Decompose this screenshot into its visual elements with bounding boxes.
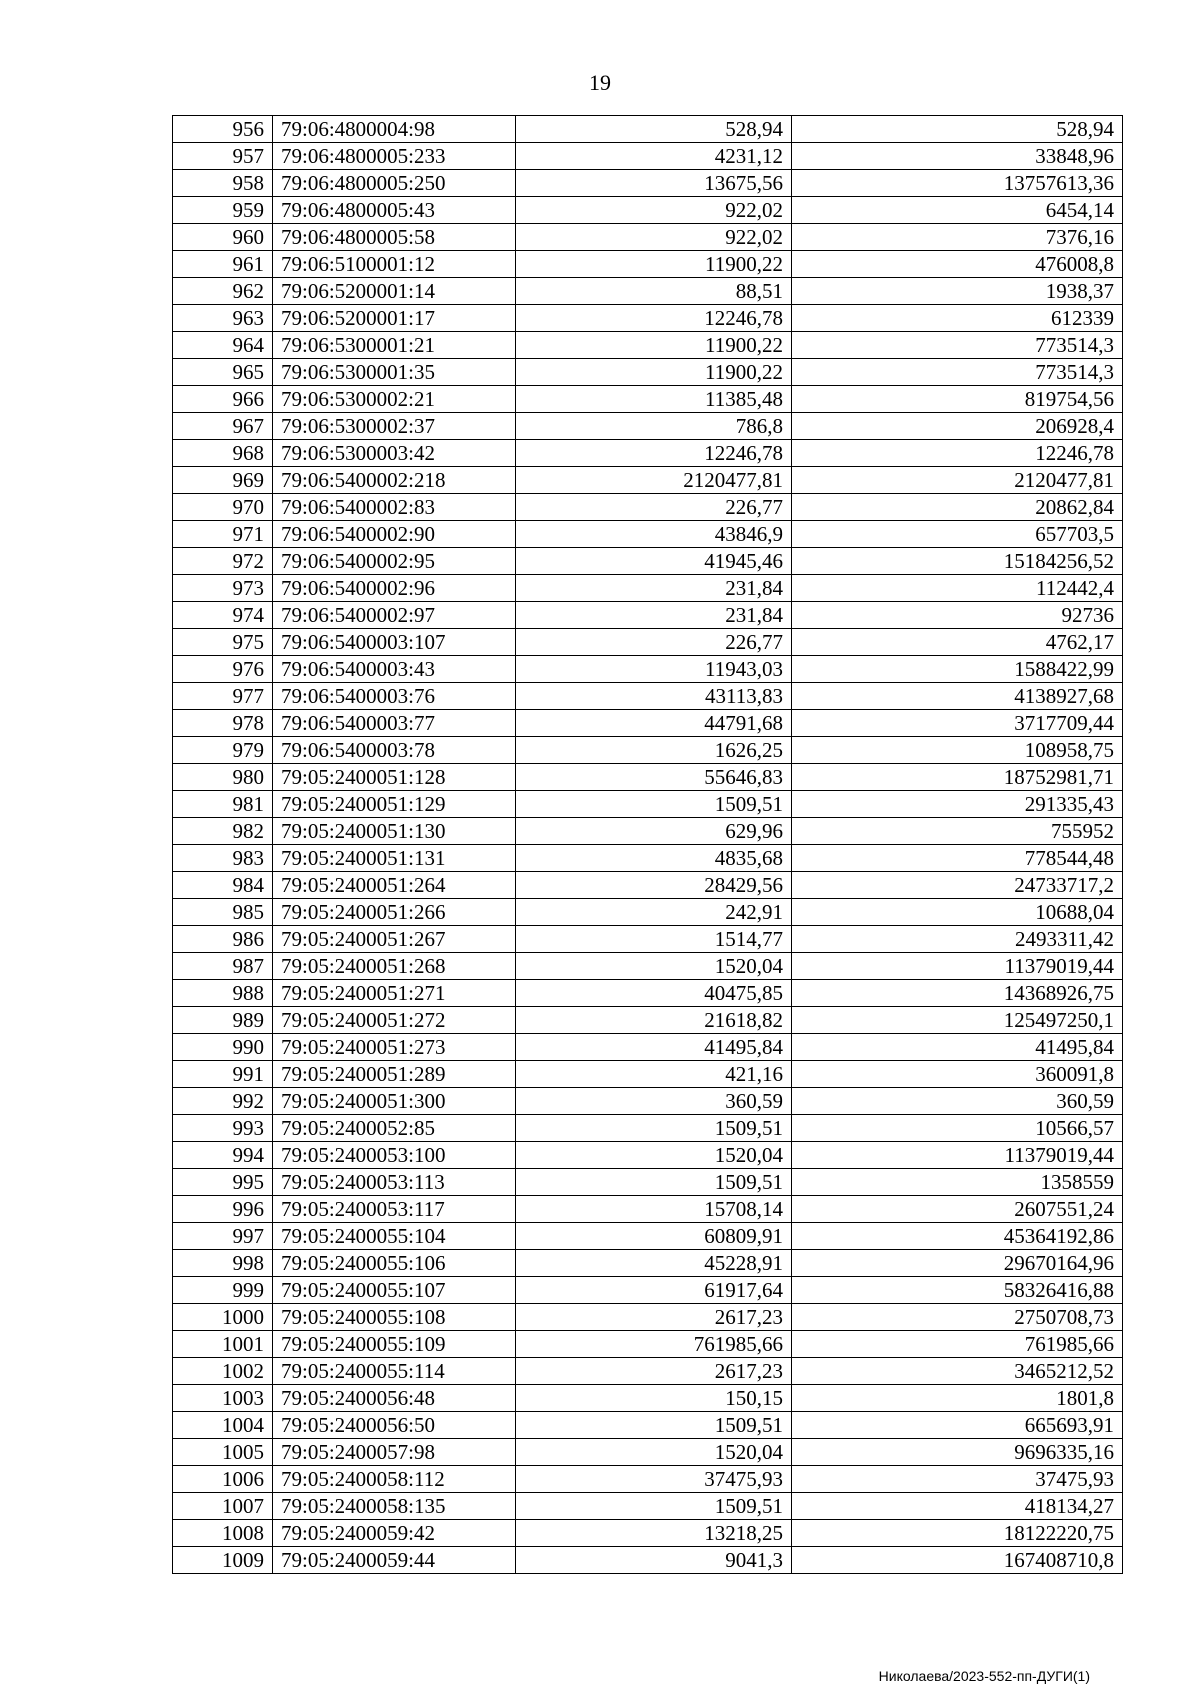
row-number-cell: 980	[173, 764, 273, 791]
table-row	[173, 629, 1123, 656]
value-cell: 9041,3	[516, 1547, 792, 1574]
total-value-cell: 37475,93	[792, 1466, 1123, 1493]
value-cell: 2617,23	[516, 1304, 792, 1331]
value-cell: 43846,9	[516, 521, 792, 548]
row-number-cell: 958	[173, 170, 273, 197]
cadastral-number-cell: 79:05:2400055:109	[273, 1331, 516, 1358]
value-cell: 13218,25	[516, 1520, 792, 1547]
table-row	[173, 1304, 1123, 1331]
total-value-cell: 4762,17	[792, 629, 1123, 656]
table-row	[173, 359, 1123, 386]
cadastral-number-cell: 79:05:2400051:272	[273, 1007, 516, 1034]
value-cell: 88,51	[516, 278, 792, 305]
table-row	[173, 467, 1123, 494]
table-row	[173, 602, 1123, 629]
row-number-cell: 993	[173, 1115, 273, 1142]
total-value-cell: 6454,14	[792, 197, 1123, 224]
total-value-cell: 15184256,52	[792, 548, 1123, 575]
table-row	[173, 1169, 1123, 1196]
cadastral-number-cell: 79:06:5200001:14	[273, 278, 516, 305]
total-value-cell: 112442,4	[792, 575, 1123, 602]
row-number-cell: 970	[173, 494, 273, 521]
row-number-cell: 990	[173, 1034, 273, 1061]
row-number-cell: 957	[173, 143, 273, 170]
cadastral-number-cell: 79:05:2400059:44	[273, 1547, 516, 1574]
value-cell: 786,8	[516, 413, 792, 440]
cadastral-number-cell: 79:06:5300003:42	[273, 440, 516, 467]
cadastral-number-cell: 79:06:5400003:77	[273, 710, 516, 737]
data-table	[172, 115, 1123, 1574]
cadastral-number-cell: 79:06:4800004:98	[273, 116, 516, 143]
total-value-cell: 291335,43	[792, 791, 1123, 818]
cadastral-number-cell: 79:06:4800005:43	[273, 197, 516, 224]
footer-document-id: Николаева/2023-552-пп-ДУГИ(1)	[878, 1668, 1090, 1684]
table-row	[173, 548, 1123, 575]
total-value-cell: 7376,16	[792, 224, 1123, 251]
total-value-cell: 418134,27	[792, 1493, 1123, 1520]
total-value-cell: 2750708,73	[792, 1304, 1123, 1331]
table-row	[173, 926, 1123, 953]
total-value-cell: 33848,96	[792, 143, 1123, 170]
value-cell: 150,15	[516, 1385, 792, 1412]
cadastral-number-cell: 79:05:2400055:106	[273, 1250, 516, 1277]
total-value-cell: 24733717,2	[792, 872, 1123, 899]
value-cell: 1520,04	[516, 1142, 792, 1169]
cadastral-number-cell: 79:05:2400051:131	[273, 845, 516, 872]
total-value-cell: 2607551,24	[792, 1196, 1123, 1223]
row-number-cell: 964	[173, 332, 273, 359]
row-number-cell: 987	[173, 953, 273, 980]
total-value-cell: 665693,91	[792, 1412, 1123, 1439]
value-cell: 4835,68	[516, 845, 792, 872]
row-number-cell: 1008	[173, 1520, 273, 1547]
total-value-cell: 12246,78	[792, 440, 1123, 467]
table-row	[173, 305, 1123, 332]
value-cell: 528,94	[516, 116, 792, 143]
value-cell: 4231,12	[516, 143, 792, 170]
table-row	[173, 1196, 1123, 1223]
row-number-cell: 972	[173, 548, 273, 575]
table-row	[173, 953, 1123, 980]
table-row	[173, 1034, 1123, 1061]
table-row	[173, 197, 1123, 224]
value-cell: 11385,48	[516, 386, 792, 413]
cadastral-number-cell: 79:05:2400055:107	[273, 1277, 516, 1304]
row-number-cell: 1003	[173, 1385, 273, 1412]
cadastral-number-cell: 79:05:2400051:128	[273, 764, 516, 791]
total-value-cell: 1358559	[792, 1169, 1123, 1196]
cadastral-number-cell: 79:06:4800005:58	[273, 224, 516, 251]
row-number-cell: 968	[173, 440, 273, 467]
total-value-cell: 2120477,81	[792, 467, 1123, 494]
row-number-cell: 991	[173, 1061, 273, 1088]
value-cell: 2617,23	[516, 1358, 792, 1385]
page-number: 19	[589, 70, 611, 95]
cadastral-number-cell: 79:05:2400059:42	[273, 1520, 516, 1547]
row-number-cell: 963	[173, 305, 273, 332]
value-cell: 1509,51	[516, 1169, 792, 1196]
table-row	[173, 1277, 1123, 1304]
cadastral-number-cell: 79:05:2400053:113	[273, 1169, 516, 1196]
total-value-cell: 18122220,75	[792, 1520, 1123, 1547]
cadastral-number-cell: 79:06:5400003:43	[273, 656, 516, 683]
value-cell: 43113,83	[516, 683, 792, 710]
total-value-cell: 4138927,68	[792, 683, 1123, 710]
cadastral-number-cell: 79:05:2400051:271	[273, 980, 516, 1007]
total-value-cell: 14368926,75	[792, 980, 1123, 1007]
table-row	[173, 278, 1123, 305]
row-number-cell: 967	[173, 413, 273, 440]
total-value-cell: 528,94	[792, 116, 1123, 143]
total-value-cell: 41495,84	[792, 1034, 1123, 1061]
table-row	[173, 764, 1123, 791]
row-number-cell: 978	[173, 710, 273, 737]
row-number-cell: 995	[173, 1169, 273, 1196]
row-number-cell: 965	[173, 359, 273, 386]
row-number-cell: 974	[173, 602, 273, 629]
table-row	[173, 1439, 1123, 1466]
row-number-cell: 999	[173, 1277, 273, 1304]
value-cell: 40475,85	[516, 980, 792, 1007]
cadastral-number-cell: 79:05:2400055:104	[273, 1223, 516, 1250]
value-cell: 55646,83	[516, 764, 792, 791]
cadastral-number-cell: 79:06:5400002:83	[273, 494, 516, 521]
value-cell: 61917,64	[516, 1277, 792, 1304]
table-row	[173, 413, 1123, 440]
table-row	[173, 251, 1123, 278]
row-number-cell: 986	[173, 926, 273, 953]
row-number-cell: 996	[173, 1196, 273, 1223]
cadastral-number-cell: 79:05:2400051:300	[273, 1088, 516, 1115]
table-row	[173, 710, 1123, 737]
table-row	[173, 1142, 1123, 1169]
table-row	[173, 440, 1123, 467]
value-cell: 11900,22	[516, 251, 792, 278]
total-value-cell: 1938,37	[792, 278, 1123, 305]
cadastral-number-cell: 79:05:2400056:48	[273, 1385, 516, 1412]
total-value-cell: 612339	[792, 305, 1123, 332]
value-cell: 44791,68	[516, 710, 792, 737]
value-cell: 922,02	[516, 197, 792, 224]
table-row	[173, 1520, 1123, 1547]
total-value-cell: 10566,57	[792, 1115, 1123, 1142]
value-cell: 421,16	[516, 1061, 792, 1088]
value-cell: 11943,03	[516, 656, 792, 683]
value-cell: 1626,25	[516, 737, 792, 764]
cadastral-number-cell: 79:06:5300001:35	[273, 359, 516, 386]
total-value-cell: 657703,5	[792, 521, 1123, 548]
cadastral-number-cell: 79:06:5400002:95	[273, 548, 516, 575]
cadastral-number-cell: 79:06:5200001:17	[273, 305, 516, 332]
value-cell: 1509,51	[516, 1412, 792, 1439]
row-number-cell: 992	[173, 1088, 273, 1115]
table-row	[173, 1223, 1123, 1250]
total-value-cell: 18752981,71	[792, 764, 1123, 791]
row-number-cell: 1007	[173, 1493, 273, 1520]
value-cell: 1514,77	[516, 926, 792, 953]
table-row	[173, 386, 1123, 413]
table-row	[173, 791, 1123, 818]
row-number-cell: 976	[173, 656, 273, 683]
row-number-cell: 997	[173, 1223, 273, 1250]
total-value-cell: 108958,75	[792, 737, 1123, 764]
value-cell: 1509,51	[516, 791, 792, 818]
cadastral-number-cell: 79:06:5300002:21	[273, 386, 516, 413]
cadastral-number-cell: 79:05:2400051:267	[273, 926, 516, 953]
table-body	[173, 116, 1123, 1574]
row-number-cell: 977	[173, 683, 273, 710]
row-number-cell: 1002	[173, 1358, 273, 1385]
value-cell: 41945,46	[516, 548, 792, 575]
row-number-cell: 1009	[173, 1547, 273, 1574]
cadastral-number-cell: 79:06:5400003:107	[273, 629, 516, 656]
cadastral-number-cell: 79:05:2400058:112	[273, 1466, 516, 1493]
row-number-cell: 1005	[173, 1439, 273, 1466]
row-number-cell: 1001	[173, 1331, 273, 1358]
total-value-cell: 11379019,44	[792, 1142, 1123, 1169]
row-number-cell: 966	[173, 386, 273, 413]
value-cell: 21618,82	[516, 1007, 792, 1034]
total-value-cell: 20862,84	[792, 494, 1123, 521]
total-value-cell: 819754,56	[792, 386, 1123, 413]
table-row	[173, 1547, 1123, 1574]
row-number-cell: 1000	[173, 1304, 273, 1331]
total-value-cell: 755952	[792, 818, 1123, 845]
cadastral-number-cell: 79:05:2400053:100	[273, 1142, 516, 1169]
value-cell: 226,77	[516, 629, 792, 656]
table-row	[173, 1115, 1123, 1142]
cadastral-number-cell: 79:05:2400051:264	[273, 872, 516, 899]
total-value-cell: 1801,8	[792, 1385, 1123, 1412]
total-value-cell: 3465212,52	[792, 1358, 1123, 1385]
row-number-cell: 962	[173, 278, 273, 305]
row-number-cell: 983	[173, 845, 273, 872]
cadastral-number-cell: 79:06:5300001:21	[273, 332, 516, 359]
cadastral-number-cell: 79:05:2400058:135	[273, 1493, 516, 1520]
table-row	[173, 575, 1123, 602]
cadastral-number-cell: 79:06:4800005:250	[273, 170, 516, 197]
table-row	[173, 899, 1123, 926]
cadastral-number-cell: 79:05:2400053:117	[273, 1196, 516, 1223]
cadastral-number-cell: 79:06:5100001:12	[273, 251, 516, 278]
table-row	[173, 683, 1123, 710]
table-row	[173, 1007, 1123, 1034]
value-cell: 45228,91	[516, 1250, 792, 1277]
table-row	[173, 656, 1123, 683]
table-row	[173, 1331, 1123, 1358]
total-value-cell: 761985,66	[792, 1331, 1123, 1358]
total-value-cell: 13757613,36	[792, 170, 1123, 197]
value-cell: 12246,78	[516, 440, 792, 467]
value-cell: 15708,14	[516, 1196, 792, 1223]
row-number-cell: 981	[173, 791, 273, 818]
table-row	[173, 1412, 1123, 1439]
row-number-cell: 1006	[173, 1466, 273, 1493]
table-row	[173, 818, 1123, 845]
table-row	[173, 845, 1123, 872]
value-cell: 231,84	[516, 575, 792, 602]
table-row	[173, 1250, 1123, 1277]
value-cell: 1520,04	[516, 953, 792, 980]
value-cell: 2120477,81	[516, 467, 792, 494]
value-cell: 360,59	[516, 1088, 792, 1115]
table-row	[173, 980, 1123, 1007]
cadastral-number-cell: 79:06:5400002:96	[273, 575, 516, 602]
cadastral-number-cell: 79:06:5400002:90	[273, 521, 516, 548]
value-cell: 242,91	[516, 899, 792, 926]
value-cell: 28429,56	[516, 872, 792, 899]
value-cell: 1509,51	[516, 1115, 792, 1142]
total-value-cell: 45364192,86	[792, 1223, 1123, 1250]
row-number-cell: 988	[173, 980, 273, 1007]
row-number-cell: 982	[173, 818, 273, 845]
value-cell: 231,84	[516, 602, 792, 629]
cadastral-number-cell: 79:05:2400051:268	[273, 953, 516, 980]
cadastral-number-cell: 79:05:2400051:289	[273, 1061, 516, 1088]
total-value-cell: 92736	[792, 602, 1123, 629]
total-value-cell: 58326416,88	[792, 1277, 1123, 1304]
value-cell: 13675,56	[516, 170, 792, 197]
table-row	[173, 143, 1123, 170]
row-number-cell: 969	[173, 467, 273, 494]
total-value-cell: 125497250,1	[792, 1007, 1123, 1034]
row-number-cell: 975	[173, 629, 273, 656]
cadastral-number-cell: 79:06:5400003:78	[273, 737, 516, 764]
value-cell: 41495,84	[516, 1034, 792, 1061]
row-number-cell: 971	[173, 521, 273, 548]
total-value-cell: 29670164,96	[792, 1250, 1123, 1277]
table-row	[173, 872, 1123, 899]
total-value-cell: 360091,8	[792, 1061, 1123, 1088]
total-value-cell: 476008,8	[792, 251, 1123, 278]
total-value-cell: 10688,04	[792, 899, 1123, 926]
total-value-cell: 2493311,42	[792, 926, 1123, 953]
cadastral-number-cell: 79:05:2400057:98	[273, 1439, 516, 1466]
table-row	[173, 521, 1123, 548]
table-row	[173, 116, 1123, 143]
table-row	[173, 170, 1123, 197]
value-cell: 1509,51	[516, 1493, 792, 1520]
cadastral-number-cell: 79:05:2400051:130	[273, 818, 516, 845]
value-cell: 60809,91	[516, 1223, 792, 1250]
cadastral-number-cell: 79:05:2400052:85	[273, 1115, 516, 1142]
total-value-cell: 9696335,16	[792, 1439, 1123, 1466]
total-value-cell: 206928,4	[792, 413, 1123, 440]
value-cell: 922,02	[516, 224, 792, 251]
table-row	[173, 1385, 1123, 1412]
table-row	[173, 332, 1123, 359]
value-cell: 1520,04	[516, 1439, 792, 1466]
total-value-cell: 11379019,44	[792, 953, 1123, 980]
total-value-cell: 167408710,8	[792, 1547, 1123, 1574]
row-number-cell: 959	[173, 197, 273, 224]
table-row	[173, 1061, 1123, 1088]
value-cell: 12246,78	[516, 305, 792, 332]
cadastral-number-cell: 79:05:2400055:108	[273, 1304, 516, 1331]
cadastral-number-cell: 79:05:2400051:129	[273, 791, 516, 818]
cadastral-number-cell: 79:06:4800005:233	[273, 143, 516, 170]
value-cell: 226,77	[516, 494, 792, 521]
total-value-cell: 360,59	[792, 1088, 1123, 1115]
cadastral-number-cell: 79:05:2400055:114	[273, 1358, 516, 1385]
row-number-cell: 998	[173, 1250, 273, 1277]
row-number-cell: 956	[173, 116, 273, 143]
cadastral-number-cell: 79:06:5300002:37	[273, 413, 516, 440]
row-number-cell: 994	[173, 1142, 273, 1169]
table-row	[173, 1493, 1123, 1520]
value-cell: 37475,93	[516, 1466, 792, 1493]
row-number-cell: 985	[173, 899, 273, 926]
cadastral-number-cell: 79:06:5400002:218	[273, 467, 516, 494]
total-value-cell: 773514,3	[792, 359, 1123, 386]
table-row	[173, 494, 1123, 521]
total-value-cell: 773514,3	[792, 332, 1123, 359]
value-cell: 761985,66	[516, 1331, 792, 1358]
cadastral-number-cell: 79:05:2400051:273	[273, 1034, 516, 1061]
value-cell: 629,96	[516, 818, 792, 845]
cadastral-number-cell: 79:06:5400003:76	[273, 683, 516, 710]
row-number-cell: 979	[173, 737, 273, 764]
row-number-cell: 973	[173, 575, 273, 602]
row-number-cell: 960	[173, 224, 273, 251]
cadastral-number-cell: 79:05:2400056:50	[273, 1412, 516, 1439]
cadastral-number-cell: 79:06:5400002:97	[273, 602, 516, 629]
table-row	[173, 1088, 1123, 1115]
value-cell: 11900,22	[516, 359, 792, 386]
row-number-cell: 961	[173, 251, 273, 278]
value-cell: 11900,22	[516, 332, 792, 359]
table-row	[173, 1466, 1123, 1493]
table-row	[173, 224, 1123, 251]
row-number-cell: 984	[173, 872, 273, 899]
row-number-cell: 989	[173, 1007, 273, 1034]
row-number-cell: 1004	[173, 1412, 273, 1439]
table-row	[173, 1358, 1123, 1385]
cadastral-number-cell: 79:05:2400051:266	[273, 899, 516, 926]
table-row	[173, 737, 1123, 764]
total-value-cell: 3717709,44	[792, 710, 1123, 737]
total-value-cell: 778544,48	[792, 845, 1123, 872]
total-value-cell: 1588422,99	[792, 656, 1123, 683]
